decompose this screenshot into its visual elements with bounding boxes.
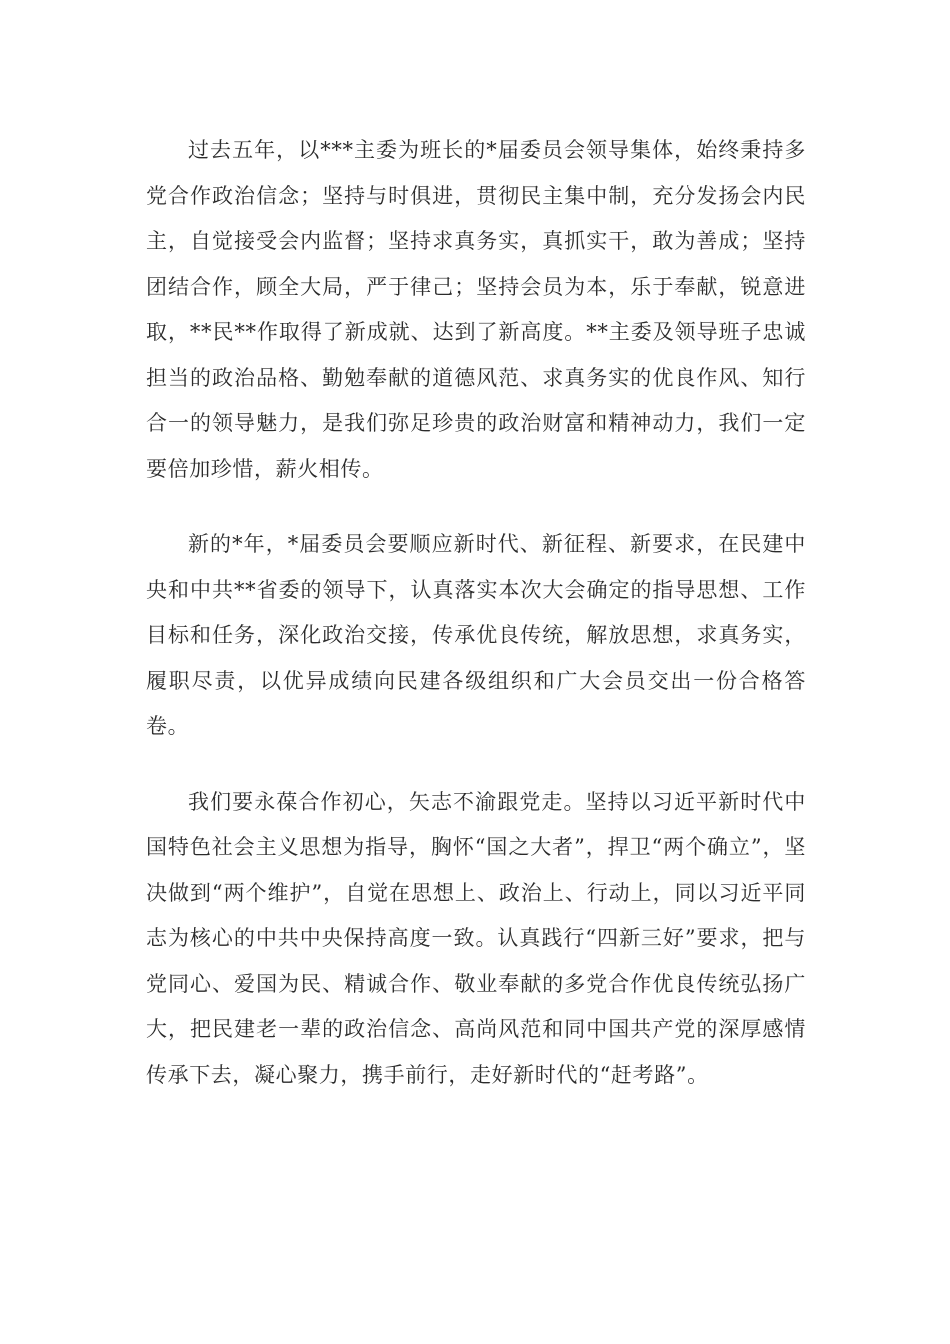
paragraph-new-term-goals: 新的*年，*届委员会要顺应新时代、新征程、新要求，在民建中央和中共**省委的领导下，认真落实本次大会确定的指导思想、工作目标和任务，深化政治交接，传承优良传统，解放思想，求真务实，履职尽责，以优异成绩向民建各级组织和广大会员交出一份合格答卷。 [146, 532, 806, 738]
paragraph-follow-party: 我们要永葆合作初心，矢志不渝跟党走。坚持以习近平新时代中国特色社会主义思想为指导，胸怀“国之大者”，捍卫“两个确立”，坚决做到“两个维护”，自觉在思想上、政治上、行动上，同以习近平同志为核心的中共中央保持高度一致。认真践行“四新三好”要求，把与党同心、爱国为民、精诚合作、敬业奉献的多党合作优良传统弘扬广大，把民建老一辈的政治信念、高尚风范和同中国共产党的深厚感情传承下去，凝心聚力，携手前行，走好新时代的“赶考路”。 [146, 789, 806, 1087]
document-body [146, 128, 806, 1098]
paragraph-review-five-years: 过去五年，以***主委为班长的*届委员会领导集体，始终秉持多党合作政治信念；坚持与时俱进，贯彻民主集中制，充分发扬会内民主，自觉接受会内监督；坚持求真务实，真抓实干，敢为善成；坚持团结合作，顾全大局，严于律己；坚持会员为本，乐于奉献，锐意进取，**民**作取得了新成就、达到了新高度。**主委及领导班子忠诚担当的政治品格、勤勉奉献的道德风范、求真务实的优良作风、知行合一的领导魅力，是我们弥足珍贵的政治财富和精神动力，我们一定要倍加珍惜，薪火相传。 [146, 138, 806, 481]
